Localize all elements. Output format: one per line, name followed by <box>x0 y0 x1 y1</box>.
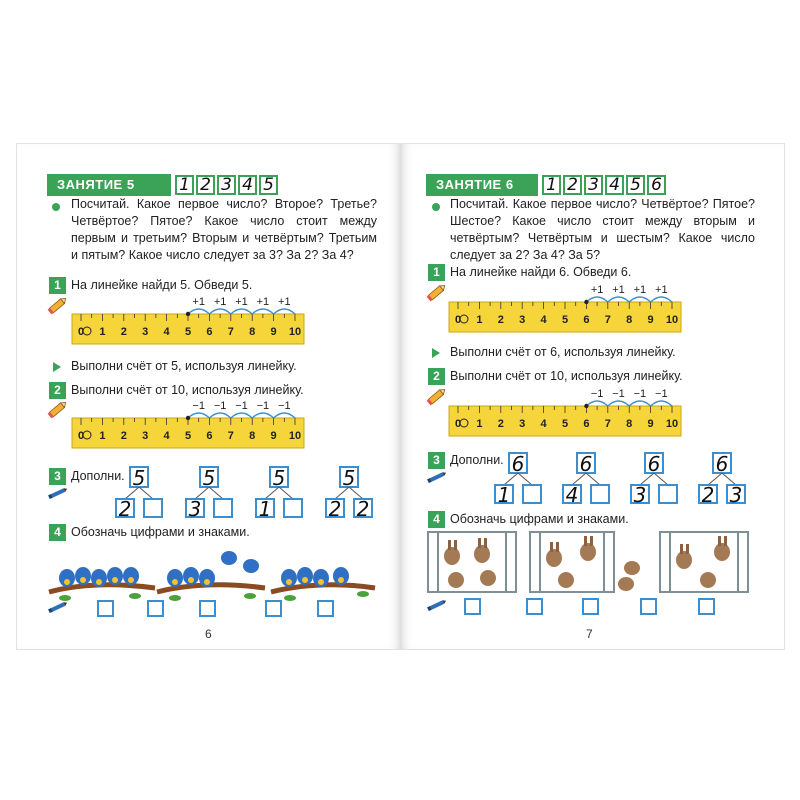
ruler-label: 10 <box>288 430 302 442</box>
ruler-label: 9 <box>270 430 277 442</box>
step-label: +1 <box>655 284 668 296</box>
step-arc <box>274 413 295 418</box>
task-text: Выполни счёт от 10, используя линейку. <box>71 383 304 397</box>
step-label: +1 <box>192 296 205 308</box>
step-label: −1 <box>655 388 668 400</box>
cage-icon <box>428 532 748 592</box>
lesson-digit: 1 <box>175 175 194 195</box>
ruler-label: 3 <box>519 418 526 430</box>
ruler-label: 1 <box>476 314 483 326</box>
ruler-label: 6 <box>206 326 213 338</box>
ruler-label: 0 <box>454 418 462 430</box>
whole-number-box: 6 <box>508 452 528 474</box>
ruler-label: 2 <box>497 314 504 326</box>
answer-box[interactable] <box>640 598 657 615</box>
whole-number-box: 6 <box>712 452 732 474</box>
step-label: −1 <box>590 388 604 400</box>
part-box-right[interactable] <box>143 498 163 518</box>
ruler-label: 4 <box>163 430 170 442</box>
answer-box[interactable] <box>698 598 715 615</box>
step-label: +1 <box>633 284 647 296</box>
step-label: −1 <box>256 400 270 412</box>
step-arc <box>629 297 650 302</box>
whole-number-box: 5 <box>129 466 149 488</box>
lesson-digit: 3 <box>217 175 236 195</box>
answer-box[interactable] <box>317 600 334 617</box>
lesson-digits <box>175 175 278 195</box>
arrow-marker-icon <box>432 348 440 358</box>
step-arc <box>586 401 607 406</box>
lesson-digit: 2 <box>196 175 215 195</box>
ruler-label: 8 <box>249 326 256 338</box>
ruler-label: 8 <box>249 430 256 442</box>
ruler-label: 2 <box>497 418 504 430</box>
part-box-left[interactable]: 1 <box>494 484 514 504</box>
lesson-digit: 5 <box>626 175 645 195</box>
step-label: −1 <box>213 400 227 412</box>
ruler-minus <box>448 386 684 438</box>
part-box-right[interactable]: 2 <box>353 498 373 518</box>
ruler-label: 5 <box>561 418 569 430</box>
task-text: Обозначь цифрами и знаками. <box>71 525 250 539</box>
step-arc <box>188 413 209 418</box>
ruler-label: 7 <box>227 430 234 442</box>
ruler-label: 10 <box>288 326 302 338</box>
task-number: 2 <box>49 382 66 399</box>
ruler-label: 10 <box>665 314 679 326</box>
whole-number-box: 6 <box>576 452 596 474</box>
pencil-icon <box>426 385 448 407</box>
ruler-label: 3 <box>519 314 526 326</box>
ruler-plus <box>71 294 307 346</box>
bullet-dot <box>432 203 440 211</box>
step-label: +1 <box>590 284 604 296</box>
part-box-right[interactable]: 3 <box>726 484 746 504</box>
task-text: Выполни счёт от 10, используя линейку. <box>450 369 683 383</box>
bullet-text: Выполни счёт от 6, используя линейку. <box>450 345 676 359</box>
step-arc <box>231 309 252 314</box>
step-arc <box>274 309 295 314</box>
pen-icon <box>426 470 448 484</box>
ruler-label: 7 <box>227 326 234 338</box>
step-arc <box>608 297 629 302</box>
step-label: +1 <box>235 296 248 308</box>
whole-number-box: 5 <box>269 466 289 488</box>
step-label: −1 <box>278 400 291 412</box>
lesson-digit: 2 <box>563 175 582 195</box>
ruler-label: 0 <box>77 326 85 338</box>
lesson-digits <box>542 175 666 195</box>
arrow-marker-icon <box>53 362 61 372</box>
answer-box[interactable] <box>582 598 599 615</box>
rabbits-illustration <box>426 528 766 596</box>
intro-text: Посчитай. Какое первое число? Второе? Третье? Четвёртое? Пятое? Какое число стоит между первым и третьим? Вторым и четвёртым? Третьим и пятым? Какое число следует за 3? За 2? За 4? <box>71 197 377 262</box>
bullet-dot <box>52 203 60 211</box>
ruler-label: 0 <box>454 314 462 326</box>
step-arc <box>629 401 650 406</box>
answer-box[interactable] <box>464 598 481 615</box>
task-text: Обозначь цифрами и знаками. <box>450 512 629 526</box>
ruler-label: 5 <box>184 326 192 338</box>
step-arc <box>651 297 672 302</box>
part-box-left[interactable]: 2 <box>698 484 718 504</box>
part-box-right[interactable] <box>522 484 542 504</box>
part-box-right[interactable] <box>283 498 303 518</box>
step-arc <box>651 401 672 406</box>
answer-box[interactable] <box>199 600 216 617</box>
ruler-label: 8 <box>626 418 633 430</box>
whole-number-box: 6 <box>644 452 664 474</box>
step-arc <box>188 309 209 314</box>
lesson-label: ЗАНЯТИЕ 5 <box>47 174 171 196</box>
task-text: На линейке найди 5. Обведи 5. <box>71 278 253 292</box>
step-arc <box>586 297 607 302</box>
whole-number-box: 5 <box>339 466 359 488</box>
answer-box[interactable] <box>147 600 164 617</box>
ruler-label: 9 <box>647 418 654 430</box>
ruler-label: 4 <box>540 314 547 326</box>
start-dot <box>584 300 588 304</box>
step-arc <box>608 401 629 406</box>
left-page <box>16 143 401 650</box>
step-label: −1 <box>612 388 625 400</box>
lesson-digit: 6 <box>647 175 666 195</box>
ruler-label: 6 <box>583 314 590 326</box>
answer-box[interactable] <box>526 598 543 615</box>
part-box-left[interactable]: 3 <box>630 484 650 504</box>
step-arc <box>209 309 230 314</box>
part-box-right[interactable] <box>658 484 678 504</box>
ruler-label: 3 <box>142 430 149 442</box>
step-label: −1 <box>633 388 647 400</box>
answer-box[interactable] <box>265 600 282 617</box>
pen-icon <box>426 598 448 612</box>
lesson-digit: 4 <box>238 175 257 195</box>
pencil-icon <box>47 294 69 316</box>
ruler-label: 9 <box>270 326 277 338</box>
page-number: 6 <box>205 627 212 641</box>
step-label: +1 <box>612 284 625 296</box>
task-text: Дополни. <box>450 453 504 467</box>
ruler-label: 7 <box>604 314 611 326</box>
ruler-label: 3 <box>142 326 149 338</box>
ruler-label: 5 <box>561 314 569 326</box>
bullet-text: Выполни счёт от 5, используя линейку. <box>71 359 297 373</box>
lesson-digit: 3 <box>584 175 603 195</box>
lesson-label: ЗАНЯТИЕ 6 <box>426 174 538 196</box>
ruler-label: 6 <box>206 430 213 442</box>
ruler-label: 9 <box>647 314 654 326</box>
step-label: −1 <box>235 400 248 412</box>
answer-box[interactable] <box>97 600 114 617</box>
birds-illustration <box>45 542 385 608</box>
task-text: Дополни. <box>71 469 125 483</box>
part-box-left[interactable]: 2 <box>325 498 345 518</box>
ruler-label: 4 <box>163 326 170 338</box>
ruler-plus <box>448 282 684 334</box>
intro-text: Посчитай. Какое первое число? Четвёртое? Пятое? Шестое? Какое число стоит между вторым и четвёртым? Четвёртым и шестым? Какое число следует за 2? За 4? За 5? <box>450 197 755 262</box>
ruler-label: 1 <box>99 326 106 338</box>
part-box-left[interactable]: 1 <box>255 498 275 518</box>
ruler-label: 10 <box>665 418 679 430</box>
ruler-label: 6 <box>583 418 590 430</box>
lesson-digit: 1 <box>542 175 561 195</box>
task-number: 1 <box>428 264 445 281</box>
lesson-digit: 4 <box>605 175 624 195</box>
part-box-right[interactable] <box>213 498 233 518</box>
start-dot <box>584 404 588 408</box>
pen-icon <box>47 486 69 500</box>
step-arc <box>252 413 273 418</box>
task-text: На линейке найди 6. Обведи 6. <box>450 265 632 279</box>
pencil-icon <box>426 281 448 303</box>
part-box-left[interactable]: 4 <box>562 484 582 504</box>
part-box-left[interactable]: 3 <box>185 498 205 518</box>
pencil-icon <box>47 398 69 420</box>
ruler-label: 1 <box>99 430 106 442</box>
step-arc <box>209 413 230 418</box>
task-number: 3 <box>428 452 445 469</box>
step-label: +1 <box>256 296 270 308</box>
part-box-right[interactable] <box>590 484 610 504</box>
task-number: 1 <box>49 277 66 294</box>
step-label: +1 <box>278 296 291 308</box>
branch-icon <box>49 585 375 601</box>
ruler-label: 8 <box>626 314 633 326</box>
start-dot <box>186 312 190 316</box>
step-arc <box>252 309 273 314</box>
ruler-label: 1 <box>476 418 483 430</box>
whole-number-box: 5 <box>199 466 219 488</box>
ruler-label: 7 <box>604 418 611 430</box>
ruler-label: 0 <box>77 430 85 442</box>
task-number: 3 <box>49 468 66 485</box>
task-number: 4 <box>428 511 445 528</box>
ruler-label: 4 <box>540 418 547 430</box>
part-box-left[interactable]: 2 <box>115 498 135 518</box>
lesson-digit: 5 <box>259 175 278 195</box>
ruler-minus <box>71 398 307 450</box>
step-arc <box>231 413 252 418</box>
ruler-label: 5 <box>184 430 192 442</box>
start-dot <box>186 416 190 420</box>
step-label: −1 <box>192 400 205 412</box>
step-label: +1 <box>213 296 227 308</box>
page-number: 7 <box>586 627 593 641</box>
right-page <box>400 143 785 650</box>
pen-icon <box>47 600 69 614</box>
ruler-label: 2 <box>120 430 127 442</box>
task-number: 2 <box>428 368 445 385</box>
ruler-label: 2 <box>120 326 127 338</box>
task-number: 4 <box>49 524 66 541</box>
